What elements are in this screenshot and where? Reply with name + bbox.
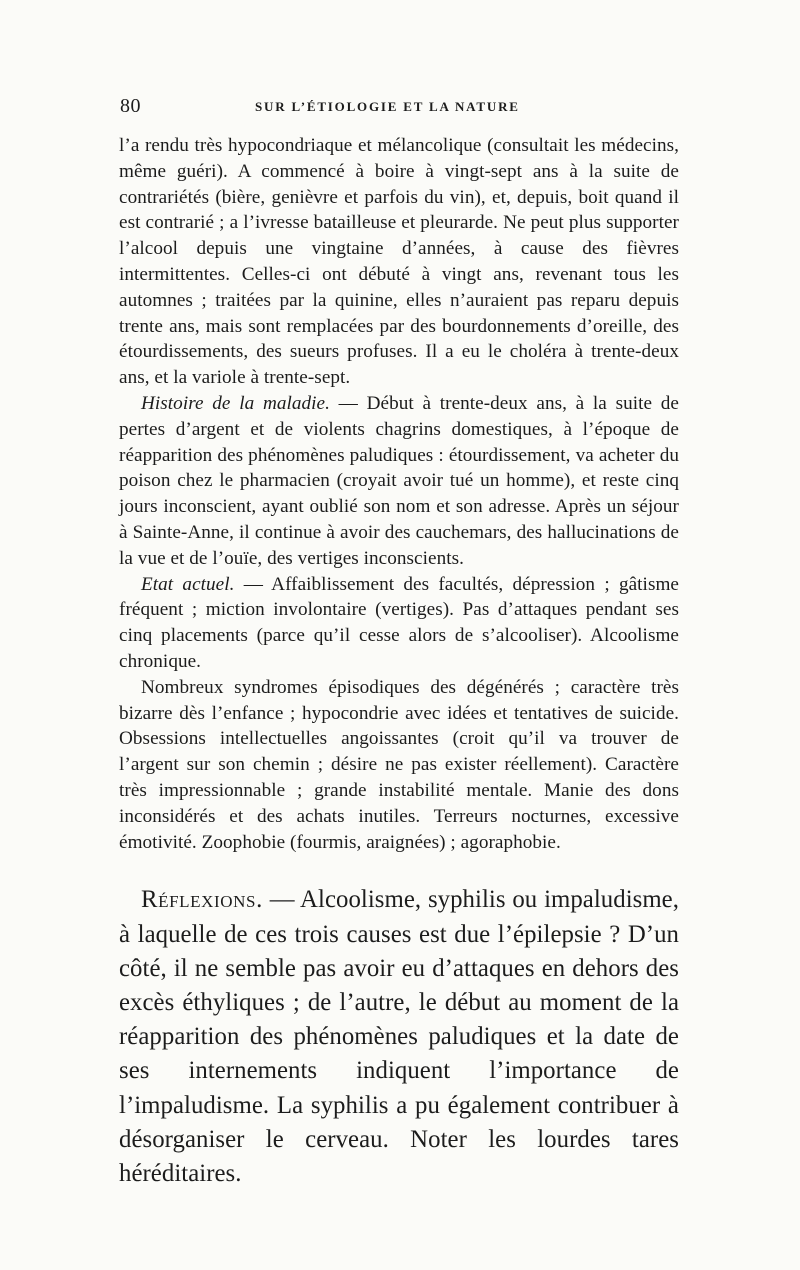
section-label-histoire: Histoire de la maladie. — [141, 392, 330, 414]
paragraph-disease-history — [119, 391, 679, 572]
reflexions-text: — Alcoolisme, syphilis ou impaludisme, à laquelle de ces trois causes est due l’épilepsie ? D’un côté, il ne semble pas avoir eu d’attaques en dehors des excès éthyliques ; de l’autre, le début au moment de la réapparition des phénomènes paludiques et la date de ses internements indiquent l’importance de l’impaludisme. La syphilis a pu également contribuer à désorganiser le cerveau. Noter les lourdes tares héréditaires. — [119, 886, 679, 1187]
paragraph-syndromes: Nombreux syndromes épisodiques des dégénérés ; caractère très bizarre dès l’enfance ; hypocondrie avec idées et tentatives de suicide. Obsessions intellectuelles angoissantes (croit qu’il va trouver de l’argent sur son chemin ; désire ne pas exister réellement). Caractère très impressionnable ; grande instabilité mentale. Manie des dons inconsidérés et des achats inutiles. Terreurs nocturnes, excessive émotivité. Zoophobie (fourmis, araignées) ; agoraphobie. — [119, 676, 679, 853]
paragraph-current-state — [119, 572, 679, 675]
paragraph-history: l’a rendu très hypocondriaque et mélancolique (consultait les médecins, même guéri). A commencé à boire à vingt-sept ans à la suite de contrariétés (bière, genièvre et parfois du vin), et, depuis, boit quand il est contrarié ; a l’ivresse batailleuse et pleurarde. Ne peut plus supporter l’alcool depuis une vingtaine d’années, à cause des fièvres intermittentes. Celles-ci ont débuté à vingt ans, revenant tous les automnes ; traitées par la quinine, elles n’auraient pas reparu depuis trente ans, mais sont remplacées par des bourdonnements d’oreille, des étourdissements, des sueurs profuses. Il a eu le choléra à trente-deux ans, et la variole à trente-sept. — [119, 135, 679, 389]
reflexions-label: Réflexions. — [141, 886, 263, 914]
running-head: SUR L’ÉTIOLOGIE ET LA NATURE — [255, 99, 520, 114]
page-number: 80 — [120, 95, 141, 117]
page-header — [119, 95, 679, 123]
paragraph-disease-history-text: — Début à trente-deux ans, à la suite de pertes d’argent et de violents chagrins domestiques, à l’époque de réapparition des phénomènes paludiques : étourdissement, va acheter du poison chez le pharmacien (croyait avoir tué un homme), et reste cinq jours inconscient, ayant oublié son nom et son adresse. Après un séjour à Sainte-Anne, il continue à avoir des cauchemars, des hallucinations de la vue et de l’ouïe, des vertiges inconscients. — [119, 392, 679, 569]
paragraph-current-state-text: — Affaiblissement des facultés, dépression ; gâtisme fréquent ; miction involontaire (vertiges). Pas d’attaques pendant ses cinq placements (parce qu’il cesse alors de s’alcooliser). Alcoolisme chronique. — [119, 573, 679, 672]
main-text — [119, 133, 679, 855]
section-label-etat: Etat actuel. — [141, 573, 235, 595]
book-page — [119, 95, 679, 1191]
reflexions-paragraph — [119, 883, 679, 1191]
